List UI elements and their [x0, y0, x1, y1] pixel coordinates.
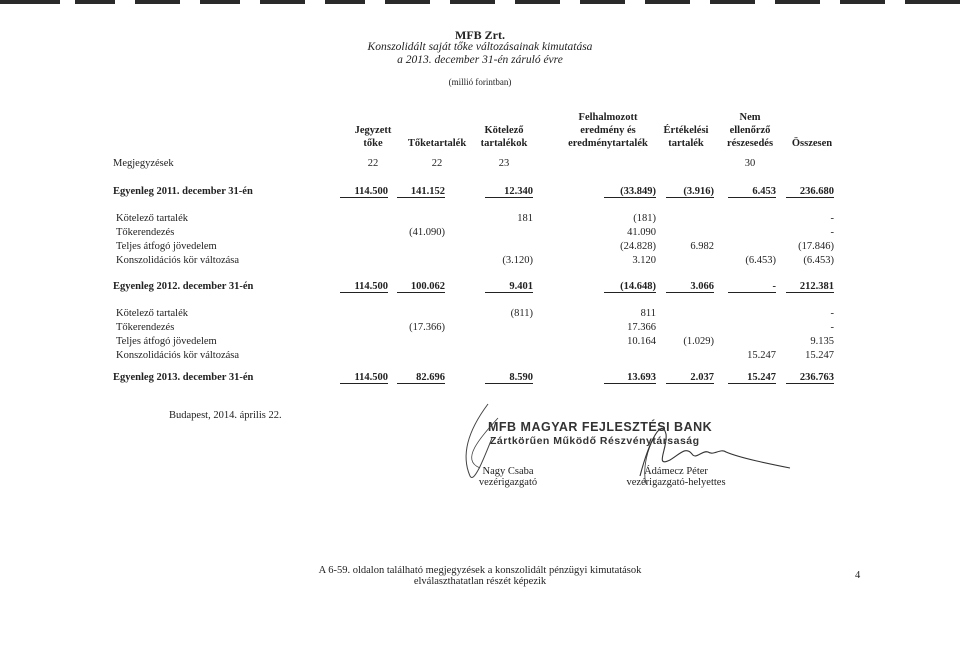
- movement-cell: 811: [640, 308, 656, 319]
- balance-cell: 3.066: [666, 281, 714, 293]
- note-ref: 23: [498, 158, 510, 169]
- signer-2-name: Ádámecz Péter: [644, 466, 708, 477]
- balance-row-label: Egyenleg 2012. december 31-én: [113, 281, 254, 292]
- movement-row-label: Kötelező tartalék: [116, 213, 189, 224]
- movement-cell: 3.120: [632, 255, 656, 266]
- balance-cell: 114.500: [340, 281, 388, 293]
- statement-period: a 2013. december 31-én záruló évre: [397, 54, 563, 66]
- statement-title: Konszolidált saját tőke változásainak kimutatása: [367, 41, 593, 53]
- column-header-5-line: Értékelési: [663, 125, 709, 136]
- note-ref: 30: [744, 158, 756, 169]
- footnote: [250, 565, 710, 587]
- scan-top-edge: [0, 0, 960, 6]
- balance-row-label: Egyenleg 2013. december 31-én: [113, 372, 254, 383]
- movement-cell: 17.366: [627, 322, 656, 333]
- movement-cell: -: [830, 308, 834, 319]
- column-header-3-line: Kötelező: [484, 125, 524, 136]
- balance-cell: (3.916): [666, 186, 714, 198]
- balance-cell: 9.401: [485, 281, 533, 293]
- signer-2: [610, 466, 742, 488]
- movement-cell: (1.029): [683, 336, 714, 347]
- column-header-7: [752, 137, 872, 150]
- balance-row-label: Egyenleg 2011. december 31-én: [113, 186, 253, 197]
- movement-cell: (3.120): [502, 255, 533, 266]
- page-number: 4: [855, 570, 861, 581]
- movement-cell: (6.453): [803, 255, 834, 266]
- balance-cell: (33.849): [604, 186, 656, 198]
- balance-cell: 8.590: [485, 372, 533, 384]
- movement-row-label: Tőkerendezés: [116, 322, 175, 333]
- place-date: Budapest, 2014. április 22.: [169, 410, 282, 421]
- movement-cell: -: [830, 213, 834, 224]
- column-header-3: [444, 124, 564, 150]
- balance-cell: 212.381: [786, 281, 834, 293]
- stamp-line-1: MFB MAGYAR FEJLESZTÉSI BANK: [488, 420, 713, 434]
- column-header-4-line: Felhalmozott: [578, 112, 638, 123]
- movement-cell: 15.247: [747, 350, 776, 361]
- column-header-1-line: tőke: [363, 138, 383, 149]
- movement-cell: 6.982: [690, 241, 714, 252]
- balance-cell: 141.152: [397, 186, 445, 198]
- movement-cell: 15.247: [805, 350, 834, 361]
- unit-label: (millió forintban): [448, 77, 512, 87]
- column-header-6-line: Nem: [739, 112, 761, 123]
- signer-1-title: vezérigazgató: [478, 477, 538, 488]
- column-header-6-line: részesedés: [726, 138, 774, 149]
- movement-cell: 181: [517, 213, 533, 224]
- column-header-7-line: Összesen: [791, 138, 833, 149]
- balance-cell: 82.696: [397, 372, 445, 384]
- movement-cell: 41.090: [627, 227, 656, 238]
- company-name: MFB Zrt.: [455, 28, 505, 42]
- column-header-6-line: ellenőrző: [729, 125, 771, 136]
- footnote-line-2: elválaszthatatlan részét képezik: [413, 576, 547, 587]
- movement-row-label: Teljes átfogó jövedelem: [116, 241, 217, 252]
- movement-cell: -: [830, 227, 834, 238]
- balance-cell: 13.693: [604, 372, 656, 384]
- balance-cell: 2.037: [666, 372, 714, 384]
- movement-cell: (17.846): [798, 241, 834, 252]
- movement-cell: -: [830, 322, 834, 333]
- signer-1-name: Nagy Csaba: [482, 466, 534, 477]
- movement-cell: (24.828): [620, 241, 656, 252]
- note-ref: 22: [431, 158, 443, 169]
- movement-row-label: Kötelező tartalék: [116, 308, 189, 319]
- balance-cell: 236.680: [786, 186, 834, 198]
- signer-2-title: vezérigazgató-helyettes: [626, 477, 726, 488]
- movement-cell: 10.164: [627, 336, 656, 347]
- company-stamp: [488, 420, 712, 447]
- balance-cell: 100.062: [397, 281, 445, 293]
- movement-row-label: Tőkerendezés: [116, 227, 175, 238]
- balance-cell: 236.763: [786, 372, 834, 384]
- column-header-4-line: eredménytartalék: [568, 138, 648, 149]
- column-header-5-line: tartalék: [668, 138, 704, 149]
- balance-cell: -: [728, 281, 776, 293]
- movement-cell: (811): [510, 308, 533, 319]
- movement-cell: (6.453): [745, 255, 776, 266]
- balance-cell: 15.247: [728, 372, 776, 384]
- notes-row-label: Megjegyzések: [113, 158, 174, 169]
- footnote-line-1: A 6-59. oldalon található megjegyzések a konszolidált pénzügyi kimutatások: [318, 565, 642, 576]
- movement-cell: (17.366): [409, 322, 445, 333]
- balance-cell: (14.648): [604, 281, 656, 293]
- column-header-3-line: tartalékok: [480, 138, 528, 149]
- movement-cell: (41.090): [409, 227, 445, 238]
- balance-cell: 114.500: [340, 186, 388, 198]
- column-header-4-line: eredmény és: [580, 125, 636, 136]
- stamp-line-2: Zártkörűen Működő Részvénytársaság: [490, 435, 700, 447]
- movement-row-label: Teljes átfogó jövedelem: [116, 336, 217, 347]
- signer-1: [452, 466, 564, 488]
- note-ref: 22: [367, 158, 379, 169]
- balance-cell: 114.500: [340, 372, 388, 384]
- balance-cell: 12.340: [485, 186, 533, 198]
- movement-row-label: Konszolidációs kör változása: [116, 255, 240, 266]
- column-header-1-line: Jegyzett: [354, 125, 392, 136]
- column-header-2-line: Tőketartalék: [407, 138, 467, 149]
- movement-cell: 9.135: [810, 336, 834, 347]
- balance-cell: 6.453: [728, 186, 776, 198]
- movement-cell: (181): [633, 213, 656, 224]
- movement-row-label: Konszolidációs kör változása: [116, 350, 240, 361]
